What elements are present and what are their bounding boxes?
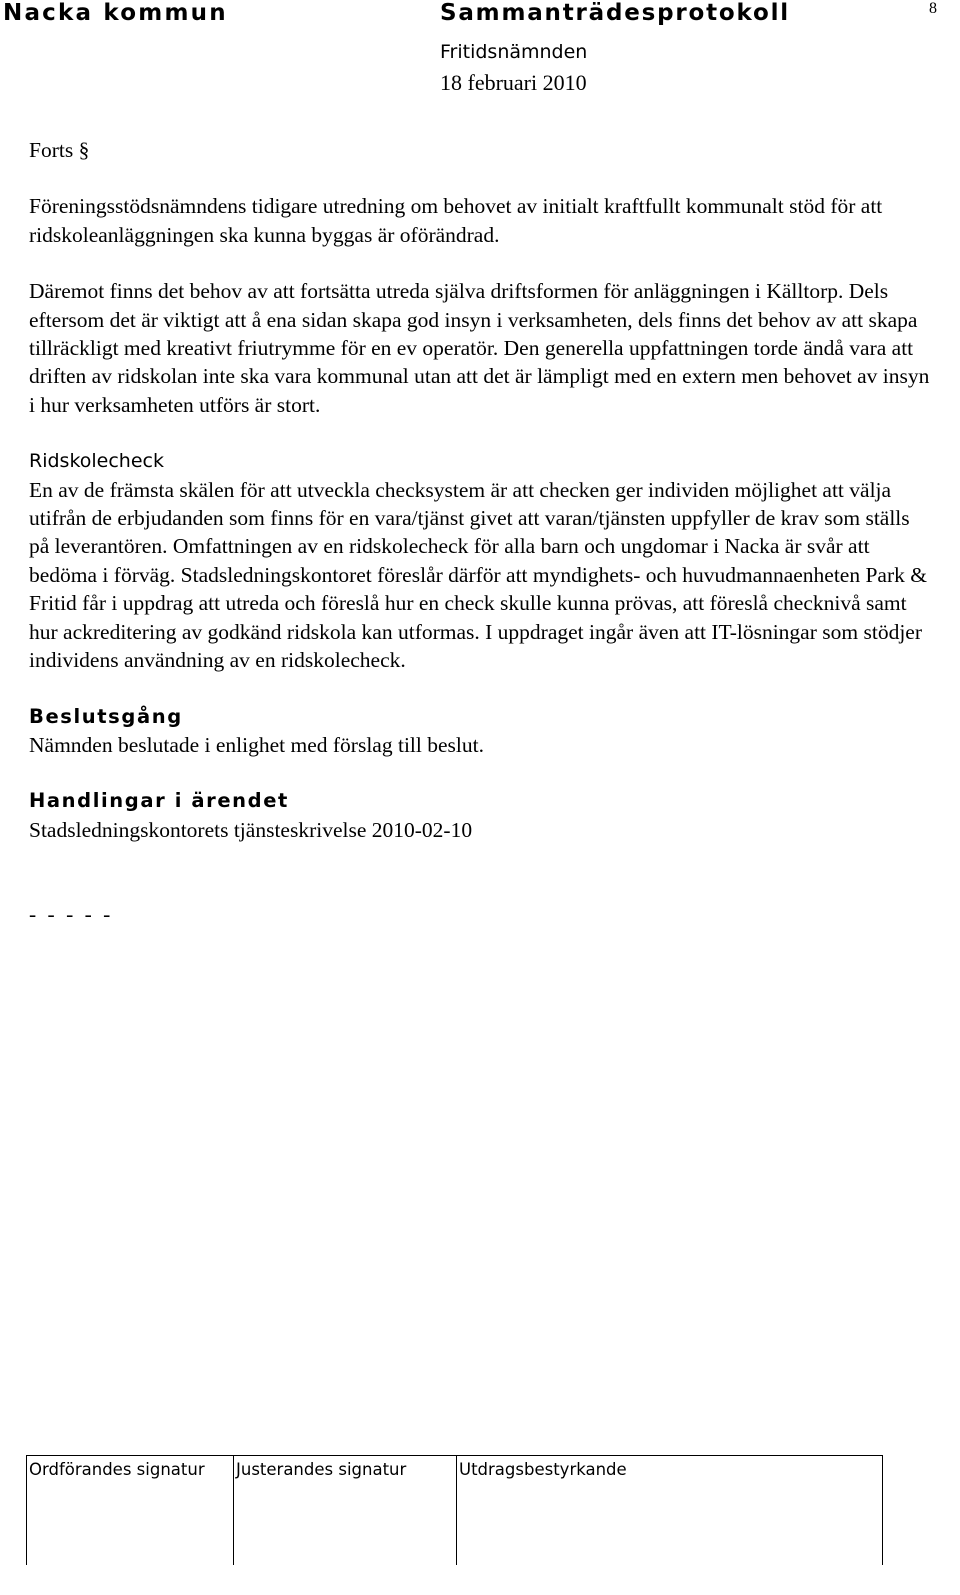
committee-name: Fritidsnämnden — [440, 41, 588, 63]
document-type: Sammanträdesprotokoll — [440, 0, 790, 26]
handlingar-text: Stadsledningskontorets tjänsteskrivelse 2010-02-10 — [29, 817, 473, 842]
signature-box-certification — [457, 1456, 883, 1566]
signature-label: Utdragsbestyrkande — [459, 1460, 627, 1479]
signature-label: Justerandes signatur — [236, 1460, 407, 1479]
subheading-ridskolecheck: Ridskolecheck — [29, 450, 164, 473]
heading-handlingar: Handlingar i ärendet — [29, 789, 289, 813]
document-body — [29, 136, 934, 929]
signature-label: Ordförandes signatur — [29, 1460, 205, 1479]
paragraph-foreningsstod: Föreningsstödsnämndens tidigare utredning om behovet av initialt kraftfullt kommunalt stöd för att ridskoleanläggningen ska kunna byggas är oförändrad. — [29, 194, 883, 247]
heading-beslutsgang: Beslutsgång — [29, 704, 183, 728]
signature-box-adjuster — [234, 1456, 457, 1566]
organization-name: Nacka kommun — [3, 0, 228, 26]
signature-table — [26, 1455, 883, 1565]
beslutsgang-text: Nämnden beslutade i enlighet med förslag till beslut. — [29, 732, 484, 757]
continuation-label: Forts § — [29, 138, 90, 162]
paragraph-ridskolecheck: En av de främsta skälen för att utveckla checksystem är att checken ger individen möjlighet att välja utifrån de erbjudanden som finns för en vara/tjänst givet att varan/tjänsten uppfyller de krav som ställs på leverantören. Omfattningen av en ridskolecheck för alla barn och ungdomar i Nacka är svår att bedöma i förväg. Stadsledningskontoret föreslår därför att myndighets- och huvudmannaenheten Park & Fritid får i uppdrag att utreda och föreslå hur en check skulle kunna prövas, att föreslå checknivå samt hur ackreditering av godkänd ridskola kan utformas. I uppdraget ingår även att IT-lösningar som stödjer individens användning av en ridskolecheck. — [29, 477, 927, 673]
meeting-date: 18 februari 2010 — [440, 70, 587, 95]
paragraph-driftsform: Däremot finns det behov av att fortsätta utreda själva driftsformen för anläggningen i Källtorp. Dels eftersom det är viktigt att å ena sidan skapa god insyn i verksamheten, dels finns det behov av att skapa tillräckligt med kreativt friutrymme för en ev operatör. Den generella uppfattningen torde ändå vara att driften av ridskolan inte ska vara kommunal utan att det är lämpligt med en extern men behovet av insyn i hur verksamheten utförs är stort. — [29, 279, 930, 417]
signature-box-chair — [27, 1456, 234, 1566]
page-number: 8 — [929, 0, 937, 17]
end-marker: - - - - - — [29, 902, 114, 927]
